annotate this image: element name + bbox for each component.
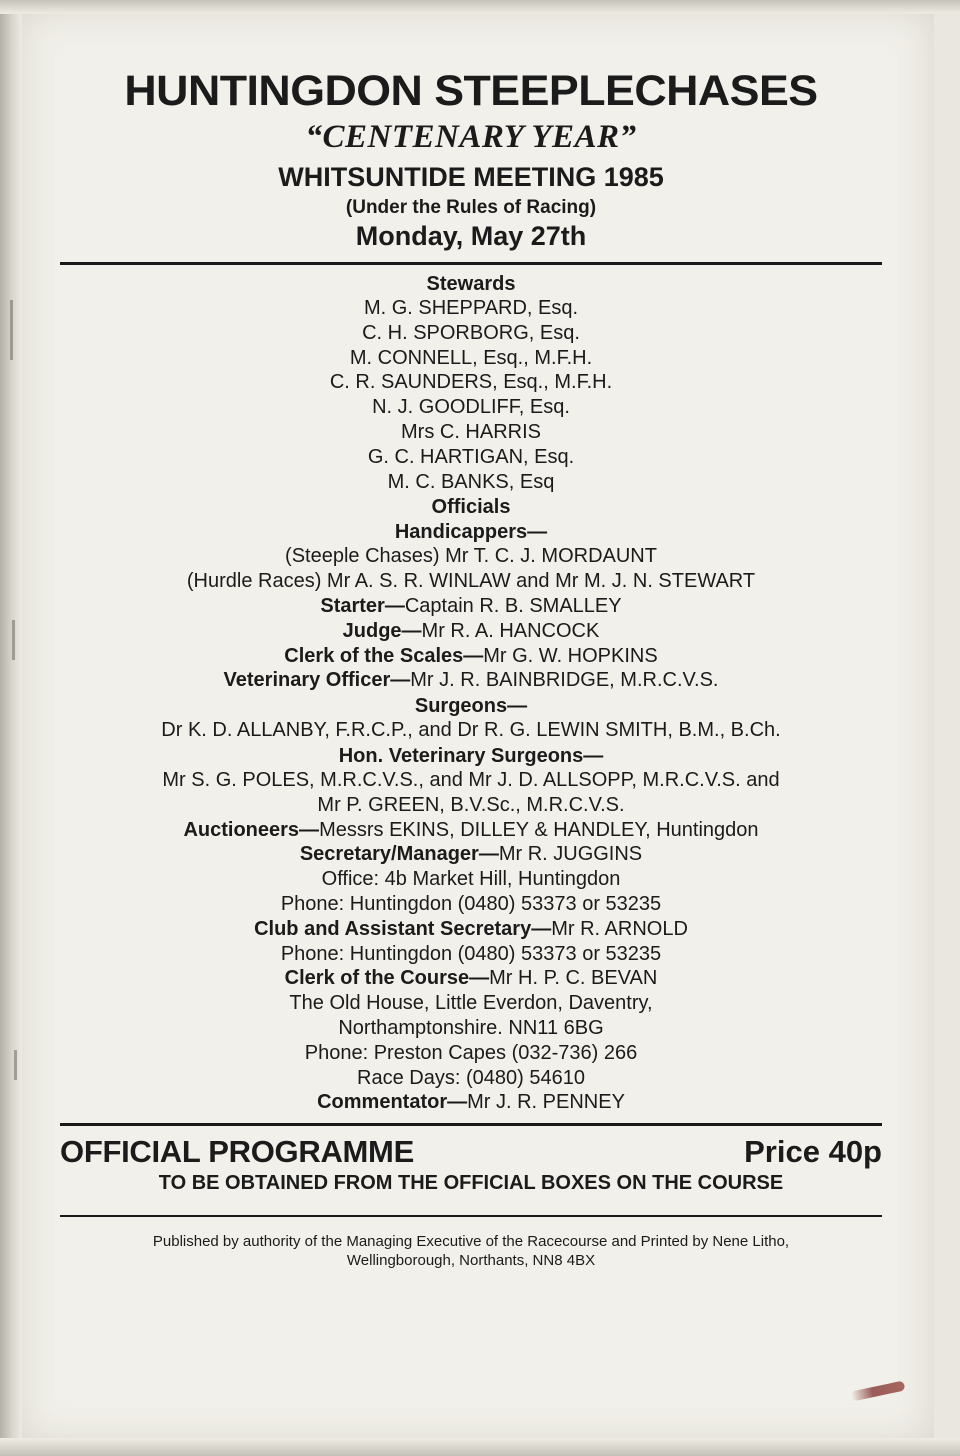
club-secretary-row xyxy=(60,917,882,942)
veterinary-officer-value: Mr J. R. BAINBRIDGE, M.R.C.V.S. xyxy=(410,669,719,692)
meeting-title: WHITSUNTIDE MEETING 1985 xyxy=(278,162,664,192)
starter-value: Captain R. B. SMALLEY xyxy=(404,594,622,617)
officials-heading: Officials xyxy=(431,496,511,519)
clerk-of-course-address: The Old House, Little Everdon, Daventry, xyxy=(289,992,653,1015)
page-edge-left xyxy=(0,0,22,1456)
judge-row xyxy=(60,619,882,644)
page-edge-top xyxy=(0,0,960,14)
auctioneers-label: Auctioneers— xyxy=(183,818,320,841)
programme-footer-row xyxy=(60,1134,882,1170)
clerk-of-course-address: Northamptonshire. NN11 6BG xyxy=(338,1016,604,1039)
judge-value: Mr R. A. HANCOCK xyxy=(421,619,600,642)
auctioneers-value: Messrs EKINS, DILLEY & HANDLEY, Huntingdon xyxy=(319,818,759,841)
handicappers-heading: Handicappers— xyxy=(394,521,548,544)
secretary-office: Office: 4b Market Hill, Huntingdon xyxy=(321,868,621,891)
page-title: HUNTINGDON STEEPLECHASES xyxy=(124,67,818,115)
divider-publisher xyxy=(60,1215,882,1217)
starter-row xyxy=(60,594,882,619)
steward-name: M. C. BANKS, Esq xyxy=(387,470,555,493)
clerk-of-course-racedays: Race Days: (0480) 54610 xyxy=(357,1066,585,1089)
clerk-of-course-label: Clerk of the Course— xyxy=(284,967,490,990)
veterinary-officer-row xyxy=(60,668,882,693)
surgeons-names: Dr K. D. ALLANBY, F.R.C.P., and Dr R. G. LEWIN SMITH, B.M., B.Ch. xyxy=(161,719,781,742)
price-label: Price 40p xyxy=(744,1134,882,1170)
steward-name: Mrs C. HARRIS xyxy=(401,420,541,443)
page-edge-right xyxy=(930,0,960,1456)
starter-label: Starter— xyxy=(320,594,405,617)
steward-name: C. H. SPORBORG, Esq. xyxy=(362,321,580,344)
steward-name: N. J. GOODLIFF, Esq. xyxy=(372,396,570,419)
meeting-date: Monday, May 27th xyxy=(355,221,587,251)
page-edge-bottom xyxy=(0,1438,960,1456)
cover-content xyxy=(60,67,882,1271)
commentator-value: Mr J. R. PENNEY xyxy=(467,1091,625,1114)
secretary-row xyxy=(60,842,882,867)
paper-speck xyxy=(12,620,15,660)
clerk-of-scales-row xyxy=(60,644,882,669)
clerk-of-course-phone: Phone: Preston Capes (032-736) 266 xyxy=(304,1041,638,1064)
handicapper-steeple: (Steeple Chases) Mr T. C. J. MORDAUNT xyxy=(285,545,657,568)
steward-name: G. C. HARTIGAN, Esq. xyxy=(367,445,575,468)
hon-veterinary-surgeons-heading: Hon. Veterinary Surgeons— xyxy=(338,744,604,767)
obtain-note: TO BE OBTAINED FROM THE OFFICIAL BOXES ON THE COURSE xyxy=(158,1172,784,1195)
steward-name: C. R. SAUNDERS, Esq., M.F.H. xyxy=(329,371,613,394)
publisher-line: Wellingborough, Northants, NN8 4BX xyxy=(346,1251,596,1269)
clerk-of-course-value: Mr H. P. C. BEVAN xyxy=(489,967,658,990)
club-secretary-phone: Phone: Huntingdon (0480) 53373 or 53235 xyxy=(280,942,662,965)
veterinary-officer-label: Veterinary Officer— xyxy=(223,669,411,692)
secretary-label: Secretary/Manager— xyxy=(299,843,499,866)
stewards-heading: Stewards xyxy=(426,273,516,295)
hon-veterinary-surgeons-line: Mr S. G. POLES, M.R.C.V.S., and Mr J. D. ALLSOPP, M.R.C.V.S. and xyxy=(162,768,780,791)
clerk-of-scales-label: Clerk of the Scales— xyxy=(284,644,484,667)
paper-speck xyxy=(14,1050,17,1080)
rules-note: (Under the Rules of Racing) xyxy=(345,197,597,218)
surgeons-heading: Surgeons— xyxy=(414,695,528,718)
steward-name: M. G. SHEPPARD, Esq. xyxy=(363,297,579,319)
hon-veterinary-surgeons-line: Mr P. GREEN, B.V.Sc., M.R.C.V.S. xyxy=(317,793,625,816)
commentator-label: Commentator— xyxy=(317,1091,468,1114)
judge-label: Judge— xyxy=(342,619,422,642)
steward-name: M. CONNELL, Esq., M.F.H. xyxy=(349,346,593,369)
clerk-of-course-row xyxy=(60,966,882,991)
auctioneers-row xyxy=(60,818,882,843)
centenary-subtitle: “CENTENARY YEAR” xyxy=(305,119,637,155)
secretary-value: Mr R. JUGGINS xyxy=(498,843,643,866)
handicapper-hurdle: (Hurdle Races) Mr A. S. R. WINLAW and Mr M. J. N. STEWART xyxy=(186,570,756,593)
clerk-of-scales-value: Mr G. W. HOPKINS xyxy=(483,644,658,667)
divider-bottom xyxy=(60,1123,882,1126)
club-secretary-label: Club and Assistant Secretary— xyxy=(254,917,552,940)
official-programme-label: OFFICIAL PROGRAMME xyxy=(60,1134,414,1170)
divider-top xyxy=(60,262,882,265)
publisher-line: Published by authority of the Managing Executive of the Racecourse and Printed by Nene Litho, xyxy=(152,1233,790,1251)
commentator-row xyxy=(60,1090,882,1115)
club-secretary-value: Mr R. ARNOLD xyxy=(551,917,688,940)
paper-speck xyxy=(10,300,13,360)
secretary-phone: Phone: Huntingdon (0480) 53373 or 53235 xyxy=(280,892,662,915)
